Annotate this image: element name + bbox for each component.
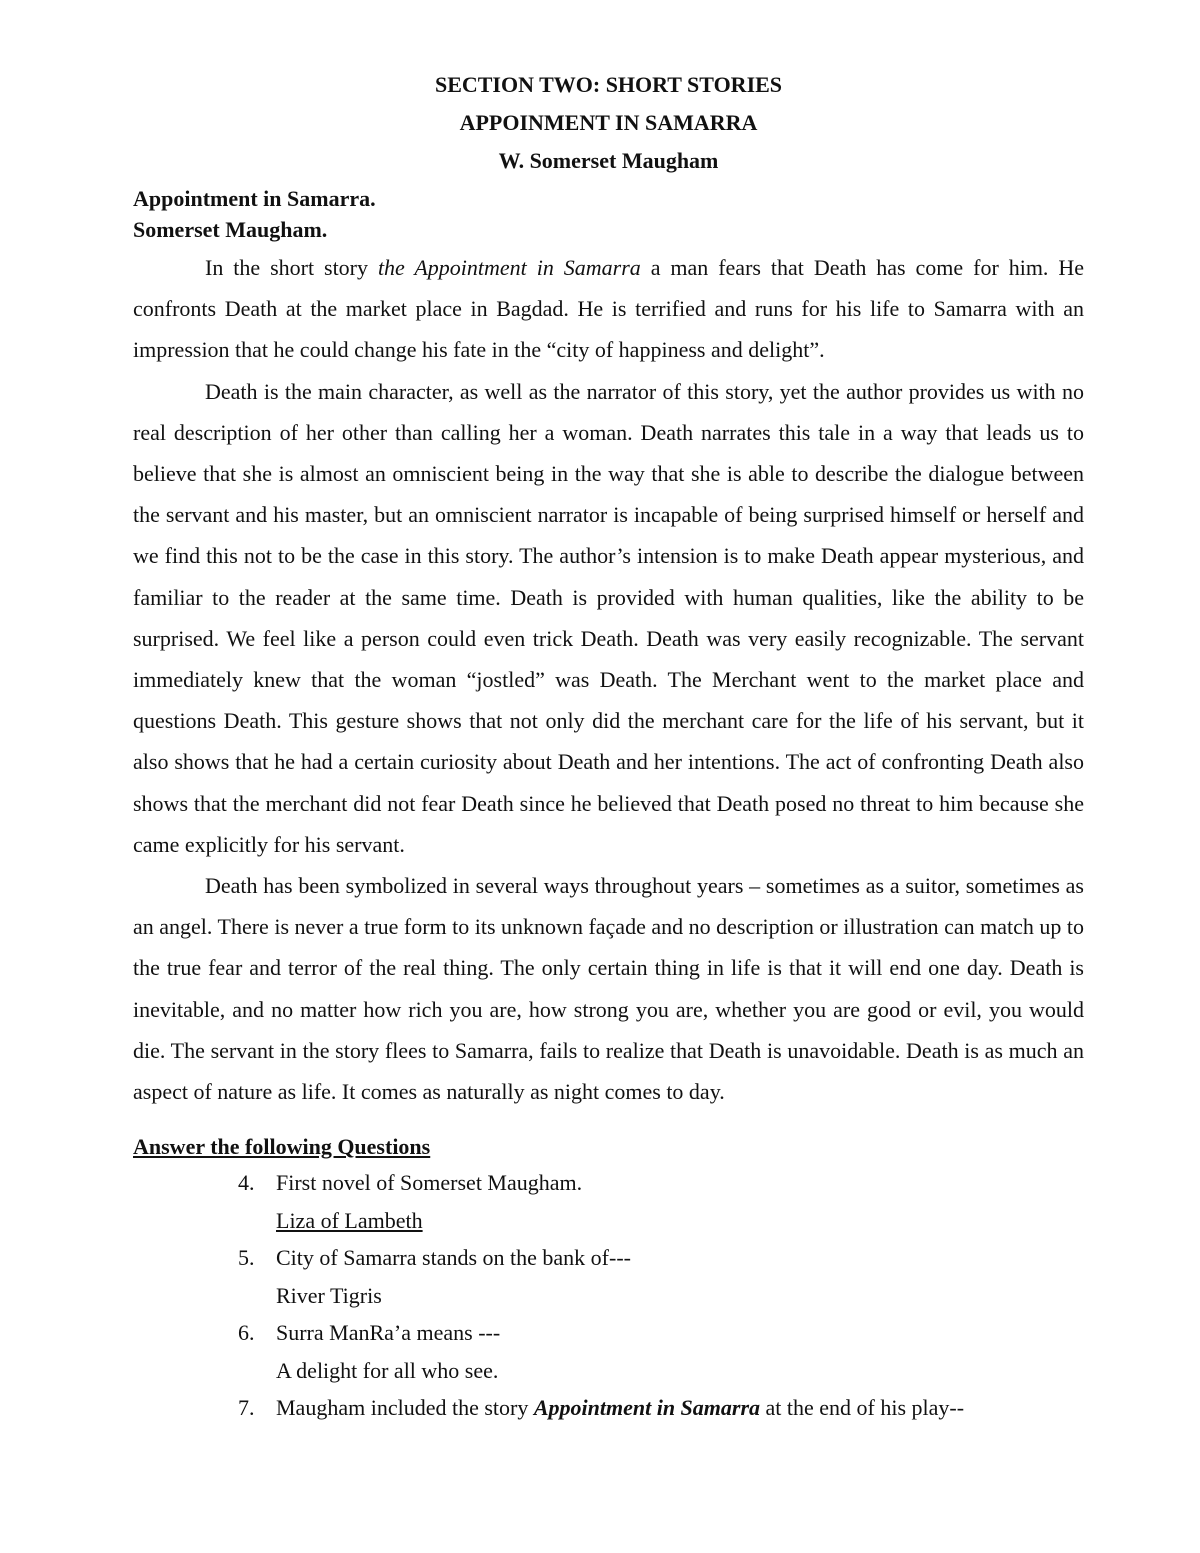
subheading-author: Somerset Maugham. [133,217,328,242]
author-heading: W. Somerset Maugham [498,148,719,173]
question-number: 4. [238,1170,255,1196]
question-text-after: at the end of his play-- [760,1395,965,1421]
story-title-heading: APPOINMENT IN SAMARRA [459,110,758,135]
answer-text: A delight for all who see. [276,1357,499,1383]
question-number: 5. [238,1245,255,1271]
question-text: Surra ManRa’a means --- [276,1320,501,1346]
question-item [133,1389,1084,1427]
paragraph-1 [133,247,1084,371]
question-number: 6. [238,1320,255,1346]
paragraph-1-after: a man fears that Death has come for him. He confronts Death at the market place in Bagdad. He is terrified and runs for his life to Samarra with an impression that he could change his fate in the “city of happiness and delight”. [133,255,1085,363]
subheading-title: Appointment in Samarra. [133,186,376,211]
section-heading: SECTION TWO: SHORT STORIES [434,72,783,97]
question-item [133,1164,1084,1239]
question-text-before: Maugham included the story [276,1395,534,1421]
question-text: City of Samarra stands on the bank of--- [276,1245,631,1271]
questions-list [133,1164,1084,1427]
question-item [133,1314,1084,1389]
question-item [133,1239,1084,1314]
answer-text: Liza of Lambeth [276,1207,423,1233]
answer-text: River Tigris [276,1282,382,1308]
paragraph-2: Death is the main character, as well as the narrator of this story, yet the author provides us with no real description of her other than calling her a woman. Death narrates this tale in a way that leads us to believe that she is almost an omniscient being in the way that she is able to describe the dialogue between the servant and his master, but an omniscient narrator is incapable of being surprised himself or herself and we find this not to be the case in this story. The author’s intension is to make Death appear mysterious, and familiar to the reader at the same time. Death is provided with human qualities, like the ability to be surprised. We feel like a person could even trick Death. Death was very easily recognizable. The servant immediately knew that the woman “jostled” was Death. The Merchant went to the market place and questions Death. This gesture shows that not only did the merchant care for the life of his servant, but it also shows that he had a certain curiosity about Death and her intentions. The act of confronting Death also shows that the merchant did not fear Death since he believed that Death posed no threat to him because she came explicitly for his servant. [133,378,1084,857]
paragraph-1-before: In the short story [205,255,378,280]
questions-heading: Answer the following Questions [133,1134,431,1160]
paragraph-3: Death has been symbolized in several ways throughout years – sometimes as a suitor, sometimes as an angel. There is never a true form to its unknown façade and no description or illustration can match up to the true fear and terror of the real thing. The only certain thing in life is that it will end one day. Death is inevitable, and no matter how rich you are, how strong you are, whether you are good or evil, you would die. The servant in the story flees to Samarra, fails to realize that Death is unavoidable. Death is as much an aspect of nature as life. It comes as naturally as night comes to day. [133,873,1084,1105]
question-text-emphasis: Appointment in Samarra [533,1395,761,1421]
question-text: First novel of Somerset Maugham. [276,1170,583,1196]
question-number: 7. [238,1395,255,1421]
paragraph-1-italic-title: the Appointment in Samarra [377,255,641,280]
